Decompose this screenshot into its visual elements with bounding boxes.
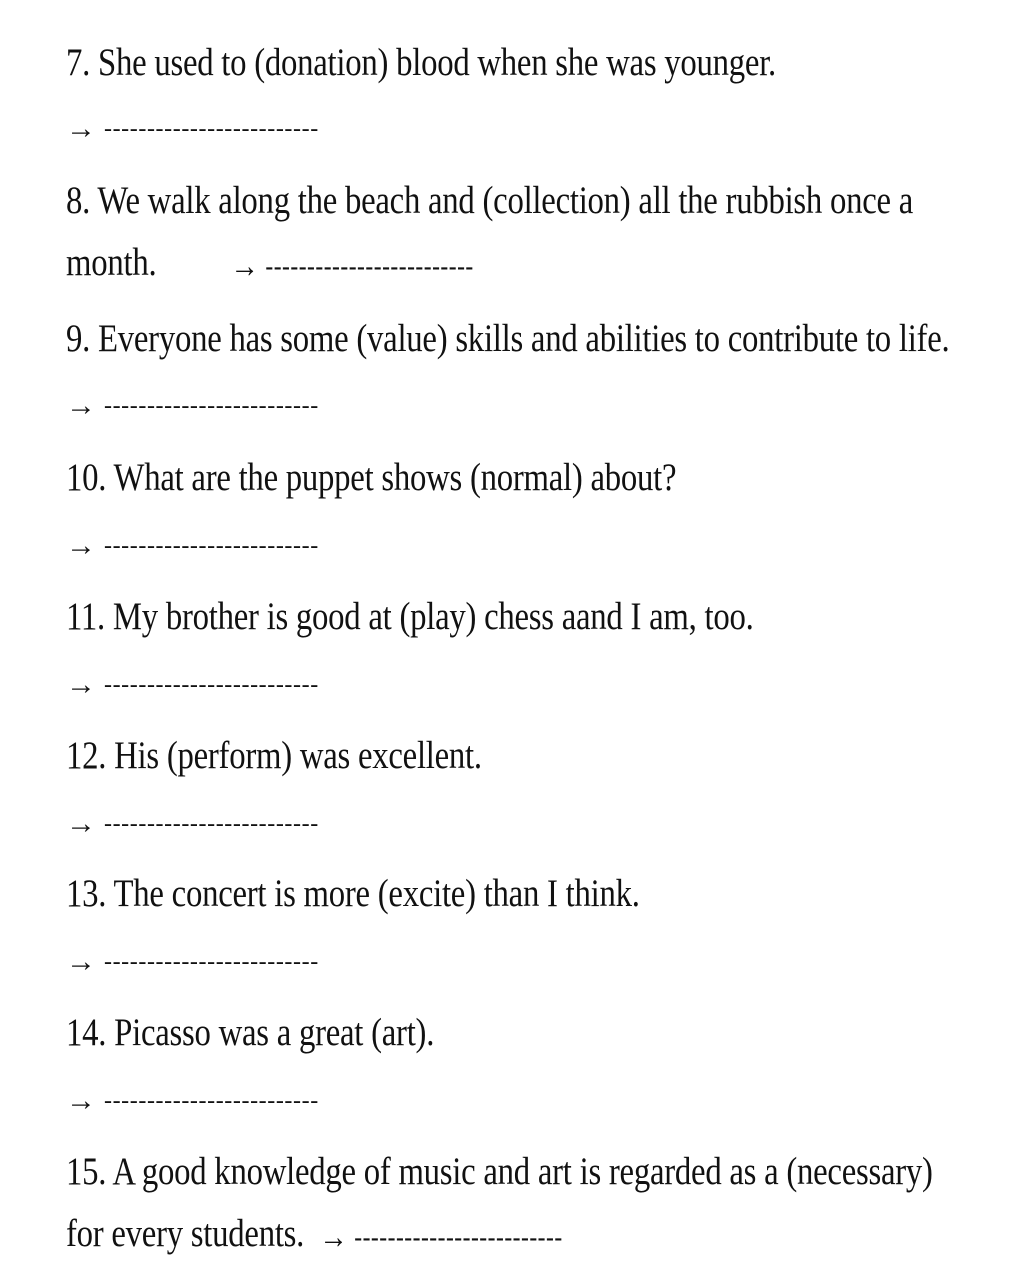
question-8-continuation-text: month. xyxy=(66,241,157,284)
answer-line-10 xyxy=(66,522,319,566)
answer-line-11 xyxy=(66,661,319,705)
answer-blank: ------------------------- xyxy=(354,1221,563,1253)
answer-line-13 xyxy=(66,938,319,982)
arrow-icon: → xyxy=(66,111,96,145)
answer-blank: ------------------------- xyxy=(265,250,474,282)
question-13: 13. The concert is more (excite) than I think. xyxy=(66,872,640,915)
answer-blank: ------------------------- xyxy=(104,671,319,698)
question-8: 8. We walk along the beach and (collection) all the rubbish once a xyxy=(66,179,914,222)
answer-line-14 xyxy=(66,1077,319,1121)
question-7: 7. She used to (donation) blood when she was younger. xyxy=(66,41,776,84)
question-15: 15. A good knowledge of music and art is regarded as a (necessary) xyxy=(66,1150,933,1193)
question-11: 11. My brother is good at (play) chess aand I am, too. xyxy=(66,595,754,638)
answer-blank: ------------------------- xyxy=(104,532,319,559)
question-12: 12. His (perform) was excellent. xyxy=(66,734,482,777)
question-15-continuation xyxy=(66,1209,563,1263)
answer-line-7 xyxy=(66,105,319,149)
question-9: 9. Everyone has some (value) skills and abilities to contribute to life. xyxy=(66,317,950,360)
answer-line-12 xyxy=(66,800,319,844)
question-15-continuation-text: for every students. xyxy=(66,1212,305,1255)
arrow-icon: → xyxy=(319,1218,348,1256)
arrow-icon: → xyxy=(66,388,96,422)
arrow-icon: → xyxy=(66,1083,96,1117)
answer-blank: ------------------------- xyxy=(104,115,319,142)
question-10: 10. What are the puppet shows (normal) about? xyxy=(66,456,677,499)
answer-blank: ------------------------- xyxy=(104,1087,319,1114)
answer-blank: ------------------------- xyxy=(104,810,319,837)
answer-line-9 xyxy=(66,382,319,426)
arrow-icon: → xyxy=(230,247,259,285)
answer-blank: ------------------------- xyxy=(104,392,319,419)
arrow-icon: → xyxy=(66,944,96,978)
answer-blank: ------------------------- xyxy=(104,948,319,975)
arrow-icon: → xyxy=(66,806,96,840)
arrow-icon: → xyxy=(66,667,96,701)
question-14: 14. Picasso was a great (art). xyxy=(66,1011,435,1054)
question-8-continuation xyxy=(66,238,474,292)
answer-line-8 xyxy=(230,238,473,292)
arrow-icon: → xyxy=(66,528,96,562)
answer-line-15 xyxy=(319,1209,562,1263)
